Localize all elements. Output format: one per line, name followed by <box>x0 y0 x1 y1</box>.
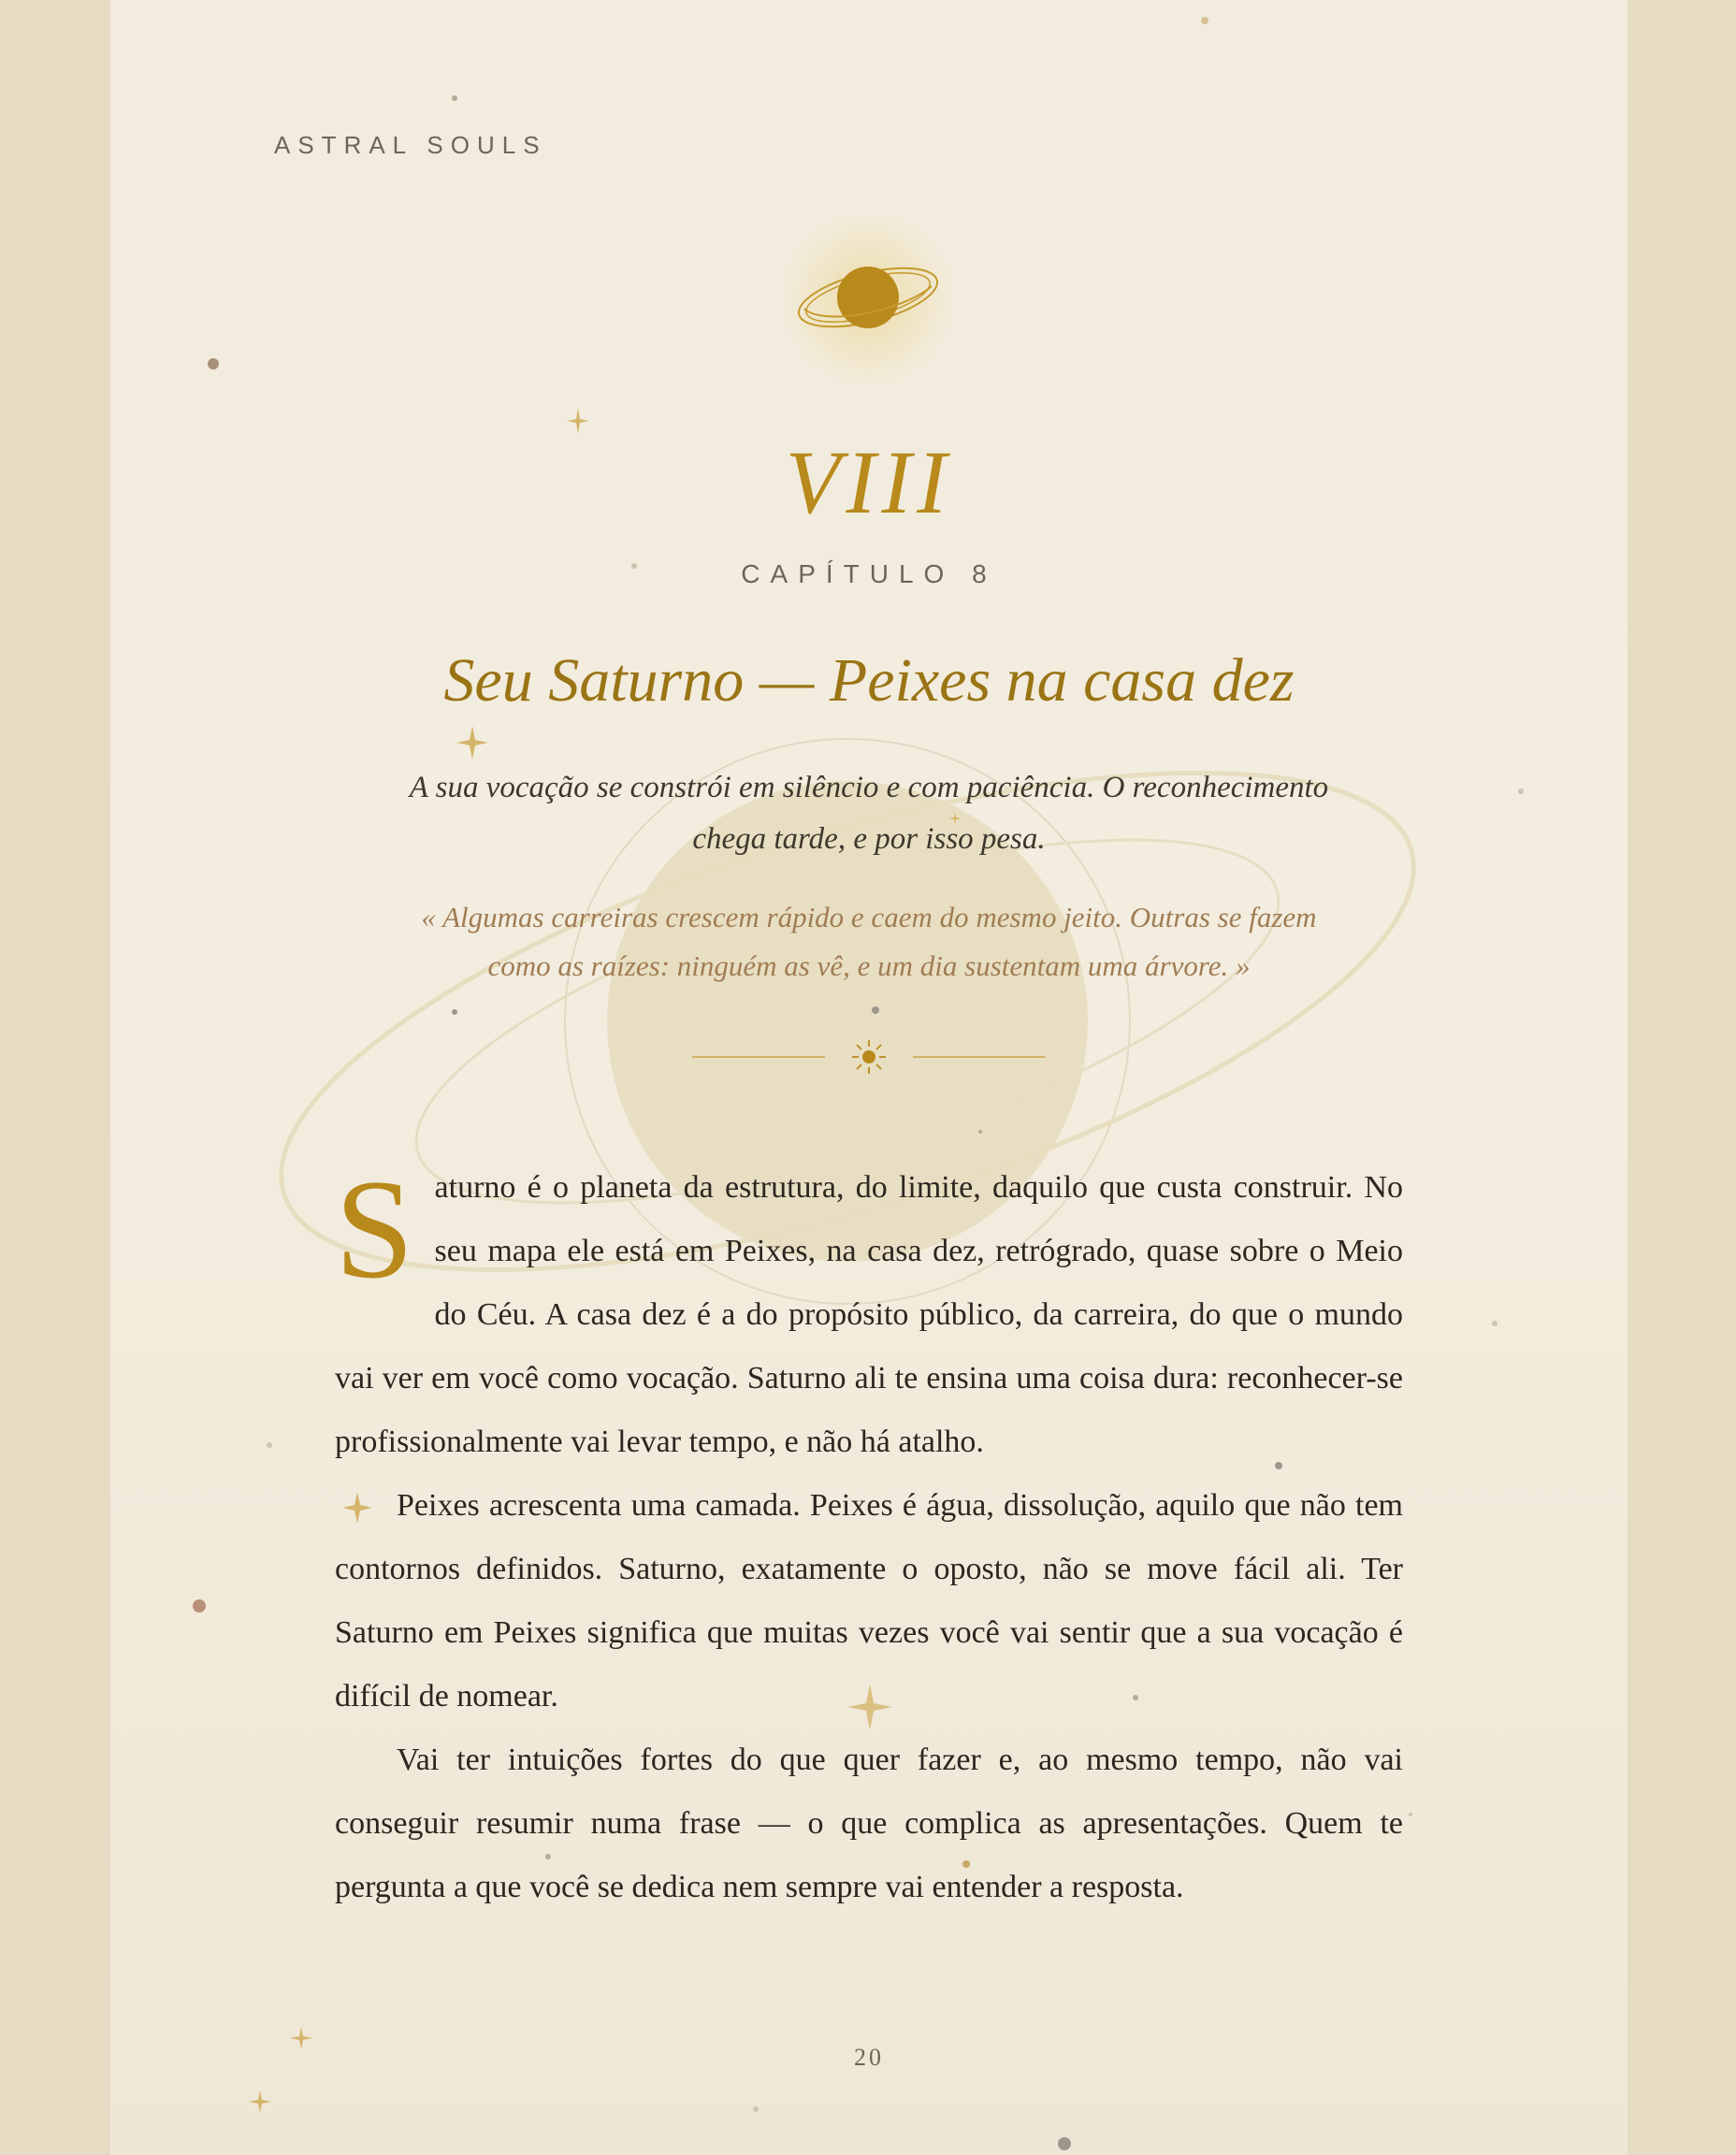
chapter-label: CAPÍTULO 8 <box>741 559 997 588</box>
chapter-subtitle: A sua vocação se constrói em silêncio e com paciência. O reconhecimento chega tarde, e por isso pesa. <box>409 771 1329 856</box>
paragraph-1 <box>335 1150 1403 1474</box>
chapter-numeral: VIII <box>785 432 953 532</box>
book-page <box>110 0 1628 2155</box>
paragraph-1-text: aturno é o planeta da estrutura, do limite, daquilo que custa construir. No seu mapa ele está em Peixes, na casa dez, retrógrado, quase sobre o Meio do Céu. A casa dez é a do propósito público, da carreira, do que o mundo vai ver em você como vocação. Saturno ali te ensina uma coisa dura: reconhecer-se profissionalmente vai levar tempo, e não há atalho. <box>335 1170 1403 1459</box>
chapter-quote: « Algumas carreiras crescem rápido e caem do mesmo jeito. Outras se fazem como as raízes: ninguém as vê, e um dia sustentam uma árvore. » <box>421 901 1317 982</box>
paragraph-3: Vai ter intuições fortes do que quer fazer e, ao mesmo tempo, não vai conseguir resumir numa frase — o que complica as apresentações. Quem te pergunta a que você se dedica nem sempre vai entender a resposta. <box>335 1743 1403 1904</box>
paragraph-2: Peixes acrescenta uma camada. Peixes é água, dissolução, aquilo que não tem contornos definidos. Saturno, exatamente o oposto, não se move fácil ali. Ter Saturno em Peixes significa que muitas vezes você vai sentir que a sua vocação é difícil de nomear. <box>335 1488 1403 1714</box>
saturn-icon <box>779 210 957 388</box>
page-number: 20 <box>854 2044 884 2071</box>
brand-name: ASTRAL SOULS <box>274 131 547 159</box>
drop-cap: S <box>335 1150 414 1308</box>
chapter-title: Seu Saturno — Peixes na casa dez <box>443 646 1295 715</box>
body-text <box>335 1150 1403 1919</box>
